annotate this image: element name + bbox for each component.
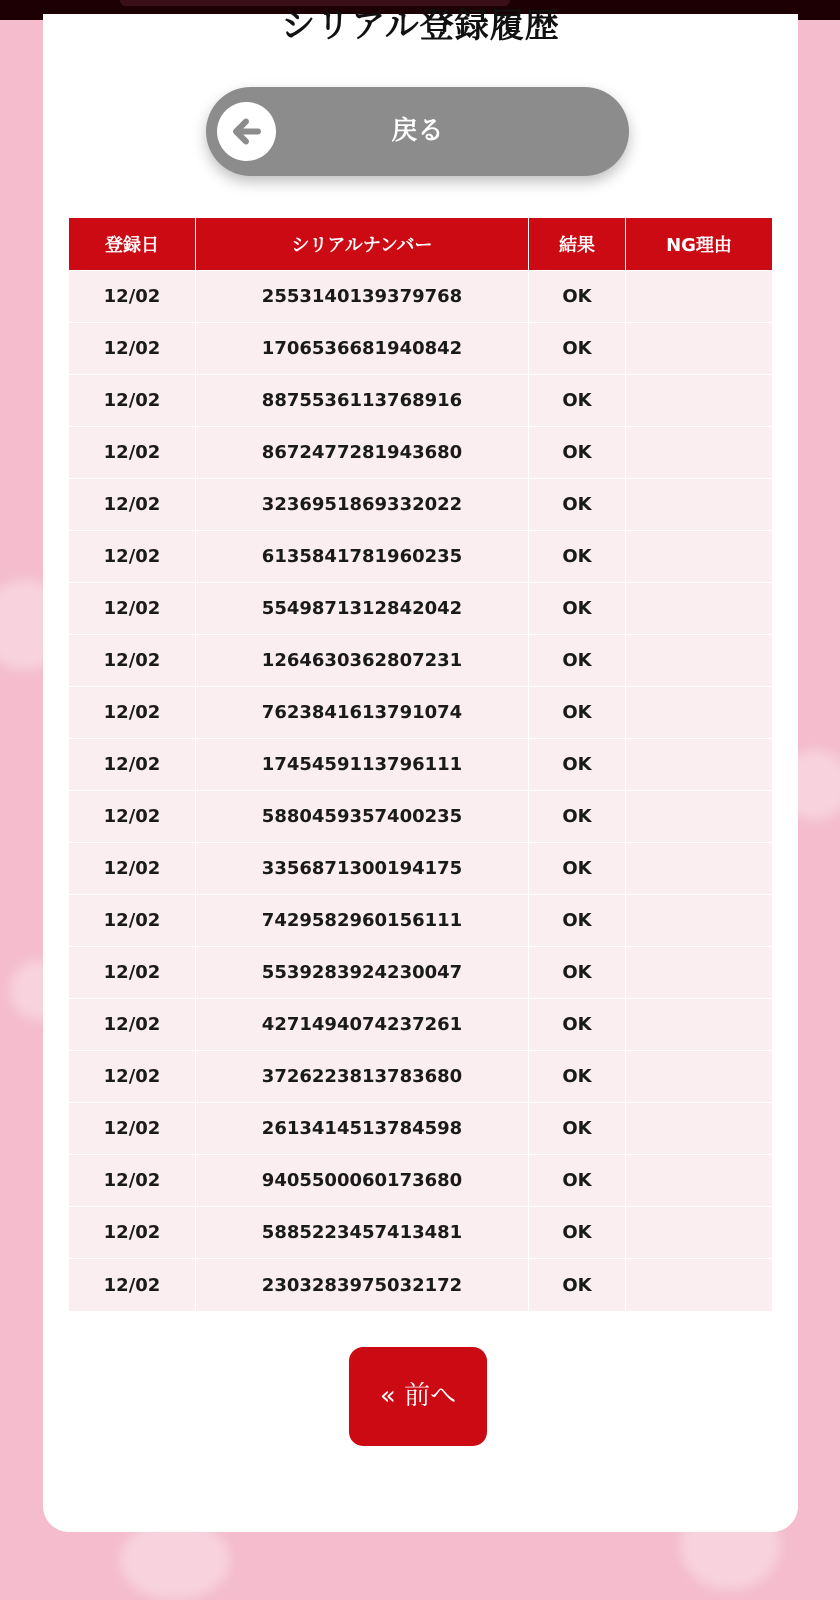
cell-result: OK [529, 999, 626, 1051]
cell-ng-reason [626, 739, 773, 791]
cell-ng-reason [626, 791, 773, 843]
cell-serial-number: 2303283975032172 [196, 1259, 529, 1312]
cell-result: OK [529, 323, 626, 375]
cell-date: 12/02 [69, 479, 196, 531]
cell-date: 12/02 [69, 635, 196, 687]
table-row [69, 843, 773, 895]
cell-result: OK [529, 271, 626, 323]
cell-ng-reason [626, 1051, 773, 1103]
cell-ng-reason [626, 999, 773, 1051]
cell-result: OK [529, 1259, 626, 1312]
table-row [69, 1207, 773, 1259]
cell-ng-reason [626, 583, 773, 635]
table-row [69, 1103, 773, 1155]
cell-serial-number: 7623841613791074 [196, 687, 529, 739]
cell-date: 12/02 [69, 739, 196, 791]
table-row [69, 791, 773, 843]
table-row [69, 999, 773, 1051]
table-body [69, 271, 773, 1312]
table-row [69, 479, 773, 531]
cell-serial-number: 6135841781960235 [196, 531, 529, 583]
cell-serial-number: 8672477281943680 [196, 427, 529, 479]
cell-ng-reason [626, 1207, 773, 1259]
cell-result: OK [529, 791, 626, 843]
background-bokeh [120, 1520, 230, 1600]
cell-result: OK [529, 843, 626, 895]
cell-date: 12/02 [69, 1207, 196, 1259]
cell-date: 12/02 [69, 583, 196, 635]
table-row [69, 271, 773, 323]
cell-ng-reason [626, 479, 773, 531]
cell-ng-reason [626, 375, 773, 427]
cell-serial-number: 2613414513784598 [196, 1103, 529, 1155]
header-ng-reason: NG理由 [626, 218, 773, 271]
table-row [69, 323, 773, 375]
table-row [69, 739, 773, 791]
cell-date: 12/02 [69, 687, 196, 739]
cell-serial-number: 3356871300194175 [196, 843, 529, 895]
cell-ng-reason [626, 635, 773, 687]
table-row [69, 375, 773, 427]
cell-result: OK [529, 375, 626, 427]
header-date: 登録日 [69, 218, 196, 271]
cell-date: 12/02 [69, 271, 196, 323]
cell-serial-number: 5880459357400235 [196, 791, 529, 843]
cell-date: 12/02 [69, 1259, 196, 1312]
cell-result: OK [529, 1207, 626, 1259]
cell-serial-number: 4271494074237261 [196, 999, 529, 1051]
cell-ng-reason [626, 427, 773, 479]
page-title: シリアル登録履歴 [281, 6, 560, 46]
cell-serial-number: 9405500060173680 [196, 1155, 529, 1207]
cell-ng-reason [626, 1103, 773, 1155]
cell-result: OK [529, 947, 626, 999]
cell-serial-number: 8875536113768916 [196, 375, 529, 427]
cell-result: OK [529, 687, 626, 739]
cell-ng-reason [626, 947, 773, 999]
cell-result: OK [529, 1155, 626, 1207]
cell-serial-number: 2553140139379768 [196, 271, 529, 323]
cell-result: OK [529, 427, 626, 479]
table-row [69, 1051, 773, 1103]
cell-result: OK [529, 1103, 626, 1155]
cell-serial-number: 1264630362807231 [196, 635, 529, 687]
table-row [69, 583, 773, 635]
cell-date: 12/02 [69, 1051, 196, 1103]
cell-ng-reason [626, 323, 773, 375]
cell-serial-number: 5539283924230047 [196, 947, 529, 999]
cell-date: 12/02 [69, 427, 196, 479]
header-serial-number: シリアルナンバー [196, 218, 529, 271]
cell-result: OK [529, 479, 626, 531]
cell-serial-number: 3726223813783680 [196, 1051, 529, 1103]
cell-serial-number: 3236951869332022 [196, 479, 529, 531]
cell-ng-reason [626, 1155, 773, 1207]
cell-ng-reason [626, 1259, 773, 1312]
table-row [69, 687, 773, 739]
cell-result: OK [529, 583, 626, 635]
table-row [69, 895, 773, 947]
previous-page-button[interactable]: « 前へ [349, 1347, 487, 1446]
back-button[interactable] [206, 87, 629, 176]
header-result: 結果 [529, 218, 626, 271]
cell-date: 12/02 [69, 1103, 196, 1155]
table-row [69, 1259, 773, 1312]
cell-ng-reason [626, 271, 773, 323]
table-header-row [69, 218, 773, 271]
cell-date: 12/02 [69, 791, 196, 843]
cell-ng-reason [626, 843, 773, 895]
cell-result: OK [529, 739, 626, 791]
cell-date: 12/02 [69, 1155, 196, 1207]
cell-serial-number: 1706536681940842 [196, 323, 529, 375]
cell-serial-number: 7429582960156111 [196, 895, 529, 947]
cell-result: OK [529, 895, 626, 947]
cell-date: 12/02 [69, 375, 196, 427]
table-row [69, 947, 773, 999]
cell-date: 12/02 [69, 843, 196, 895]
cell-serial-number: 5549871312842042 [196, 583, 529, 635]
table-row [69, 427, 773, 479]
cell-serial-number: 1745459113796111 [196, 739, 529, 791]
cell-ng-reason [626, 531, 773, 583]
serial-history-table [68, 218, 773, 1312]
table-row [69, 635, 773, 687]
cell-date: 12/02 [69, 999, 196, 1051]
cell-date: 12/02 [69, 947, 196, 999]
cell-serial-number: 5885223457413481 [196, 1207, 529, 1259]
cell-ng-reason [626, 895, 773, 947]
cell-date: 12/02 [69, 531, 196, 583]
cell-ng-reason [626, 687, 773, 739]
table-row [69, 531, 773, 583]
cell-result: OK [529, 531, 626, 583]
cell-date: 12/02 [69, 895, 196, 947]
content-card [43, 6, 798, 1532]
back-button-label: 戻る [391, 116, 444, 146]
cell-result: OK [529, 635, 626, 687]
table-row [69, 1155, 773, 1207]
cell-result: OK [529, 1051, 626, 1103]
cell-date: 12/02 [69, 323, 196, 375]
